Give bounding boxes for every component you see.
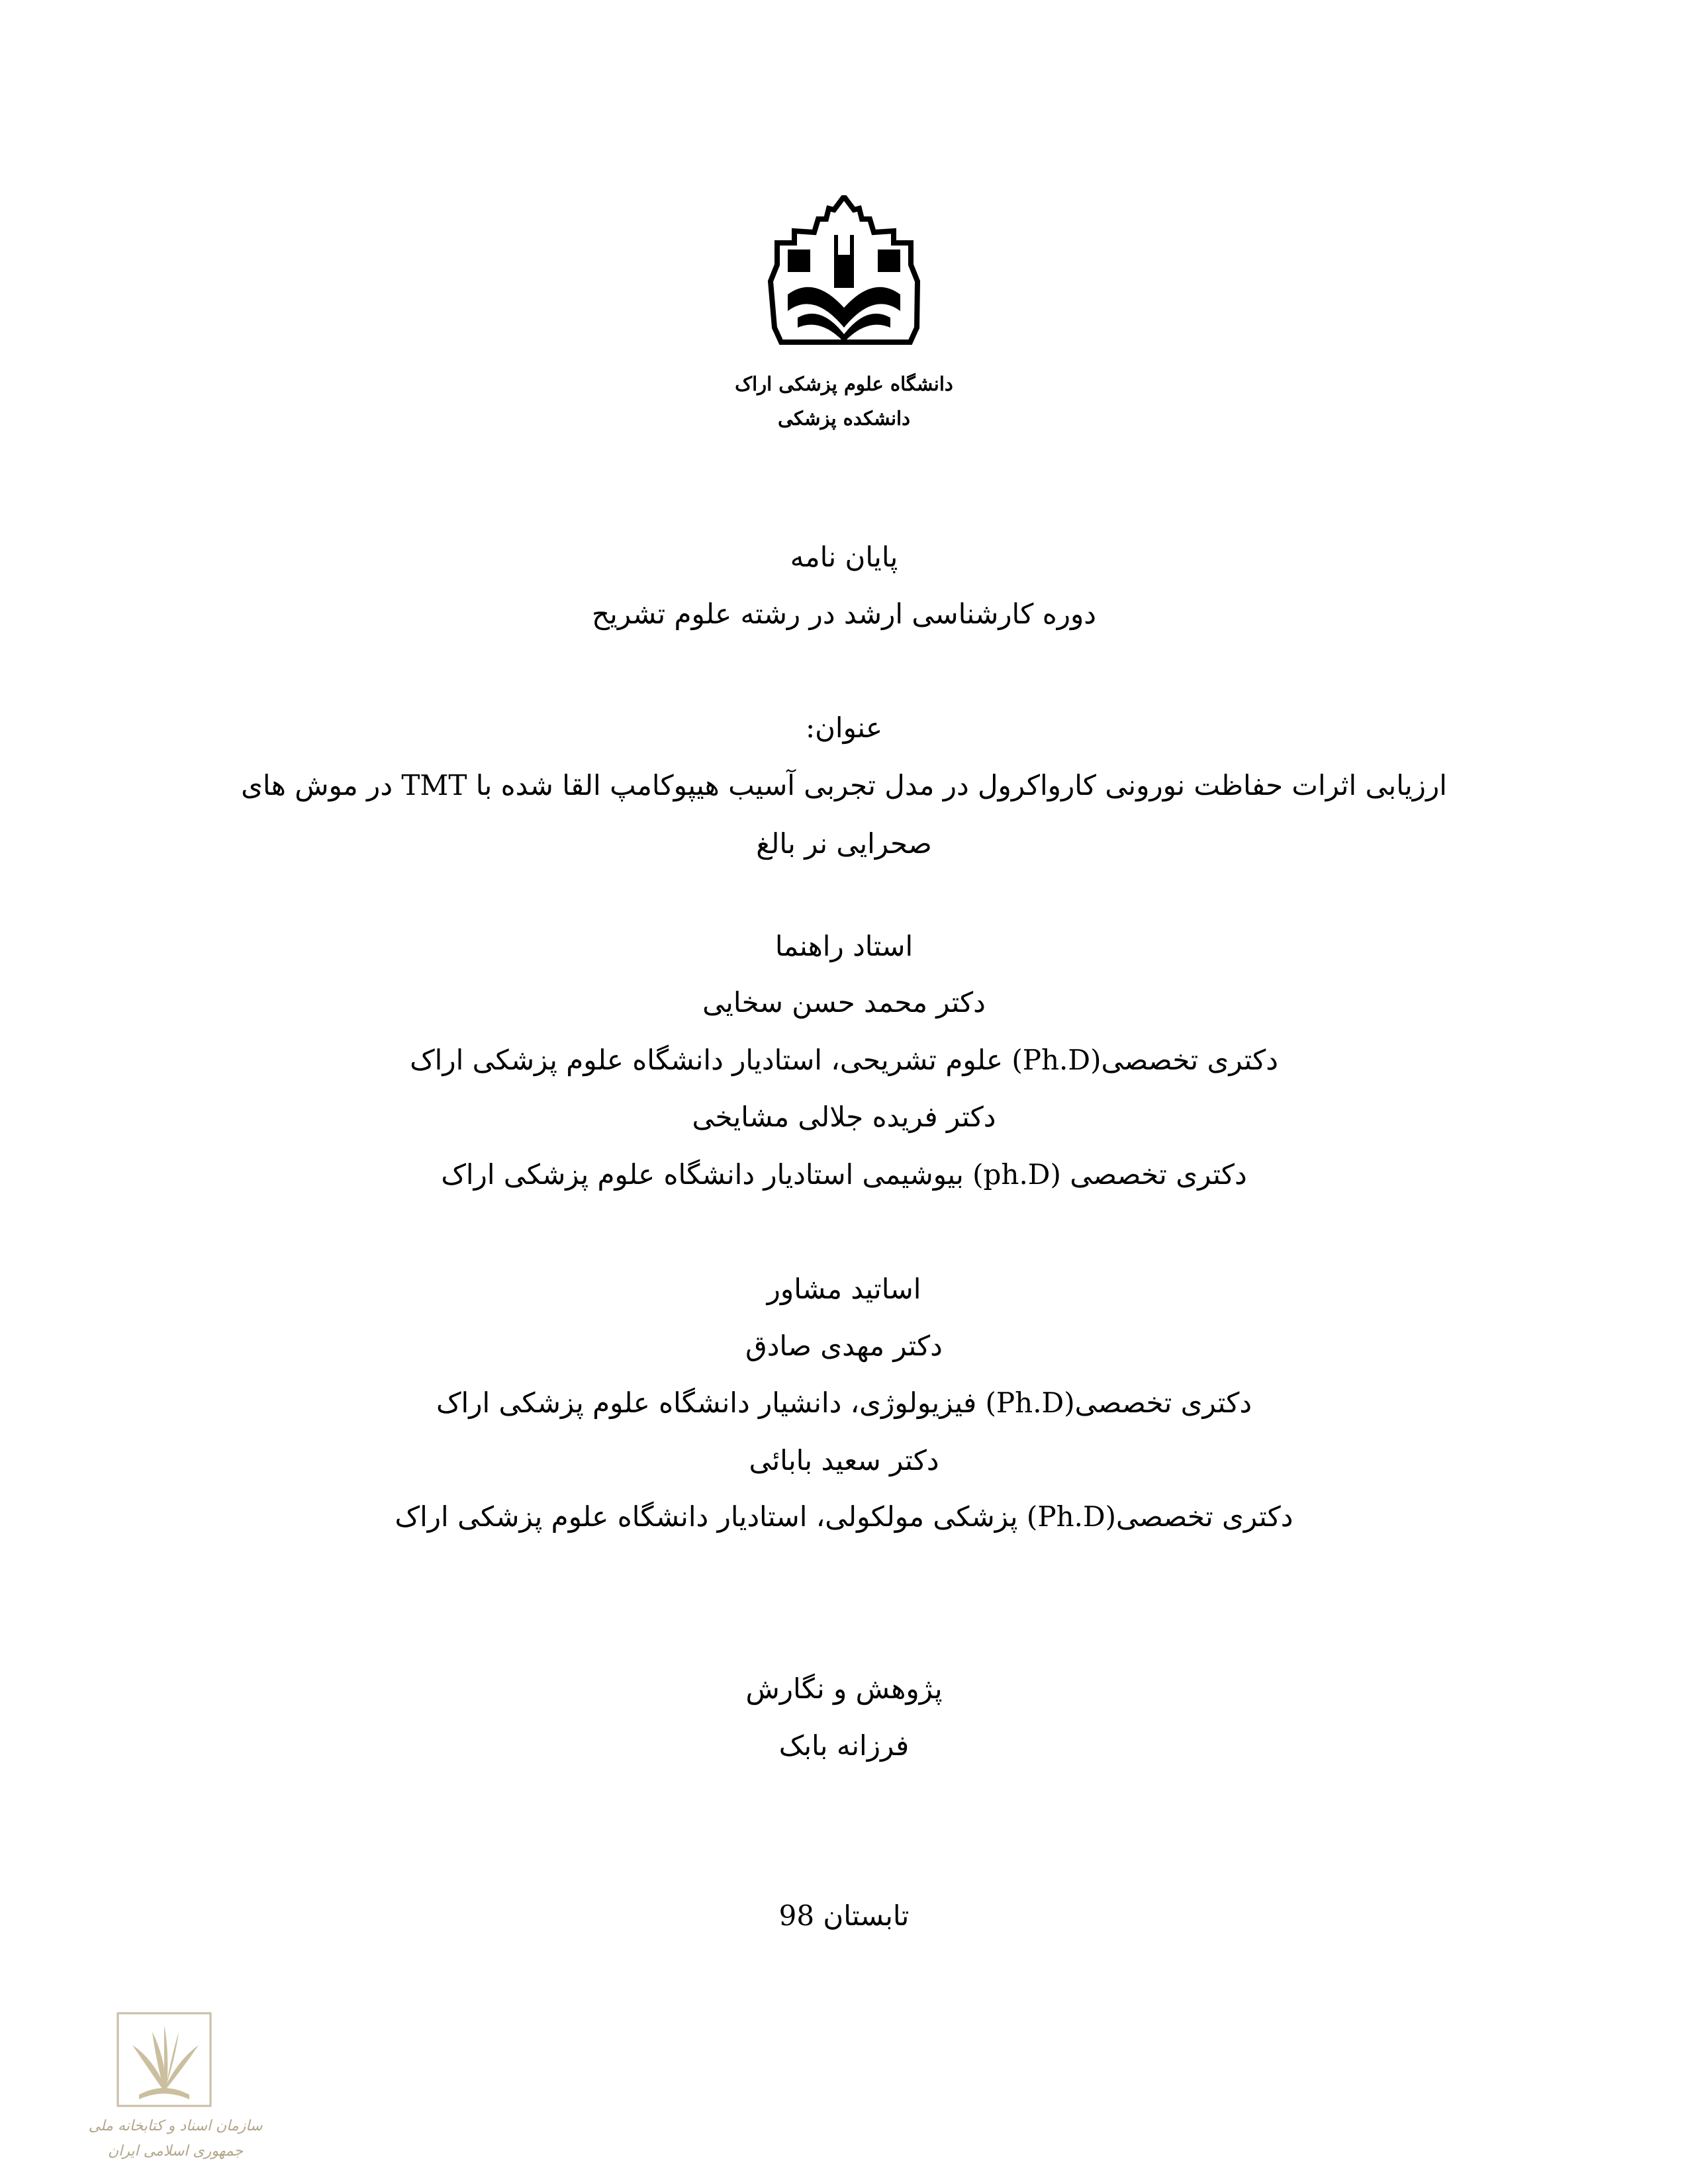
advisor-1-name: دکتر مهدی صادق (745, 1330, 943, 1362)
watermark-line-1: سازمان اسناد و کتابخانه ملی (88, 2118, 263, 2134)
date-line: تابستان 98 (778, 1899, 910, 1932)
author-heading: پژوهش و نگارش (745, 1672, 943, 1705)
university-name: دانشگاه علوم پزشکی اراک (735, 373, 953, 395)
supervisor-2-role: دکتری تخصصی (ph.D) بیوشیمی استادیار دانشگاه علوم پزشکی اراک (441, 1158, 1247, 1191)
thesis-title-line-1: ارزیابی اثرات حفاظت نورونی کارواکرول در مدل تجربی آسیب هیپوکامپ القا شده با TMT در موش های (241, 769, 1447, 801)
advisor-2-role: دکتری تخصصی(Ph.D) پزشکی مولکولی، استادیار دانشگاه علوم پزشکی اراک (395, 1500, 1293, 1533)
thesis-title-line-2: صحرایی نر بالغ (756, 827, 932, 860)
supervisor-1-role: دکتری تخصصی(Ph.D) علوم تشریحی، استادیار دانشگاه علوم پزشکی اراک (410, 1044, 1278, 1076)
advisor-2-name: دکتر سعید بابائی (749, 1444, 939, 1477)
program-name: دوره کارشناسی ارشد در رشته علوم تشریح (592, 598, 1096, 630)
supervisor-1-name: دکتر محمد حسن سخایی (702, 986, 986, 1019)
university-logo-icon (768, 195, 920, 354)
title-label: عنوان: (805, 711, 883, 744)
advisors-heading: اساتید مشاور (767, 1273, 921, 1305)
watermark-line-2: جمهوری اسلامی ایران (107, 2143, 244, 2160)
faculty-name: دانشکده پزشکی (778, 407, 910, 430)
document-type: پایان نامه (790, 541, 898, 573)
supervisor-2-name: دکتر فریده جلالی مشایخی (692, 1101, 996, 1133)
author-name: فرزانه بابک (778, 1729, 910, 1762)
advisor-1-role: دکتری تخصصی(Ph.D) فیزیولوژی، دانشیار دانشگاه علوم پزشکی اراک (436, 1387, 1252, 1419)
supervisors-heading: استاد راهنما (774, 930, 914, 962)
